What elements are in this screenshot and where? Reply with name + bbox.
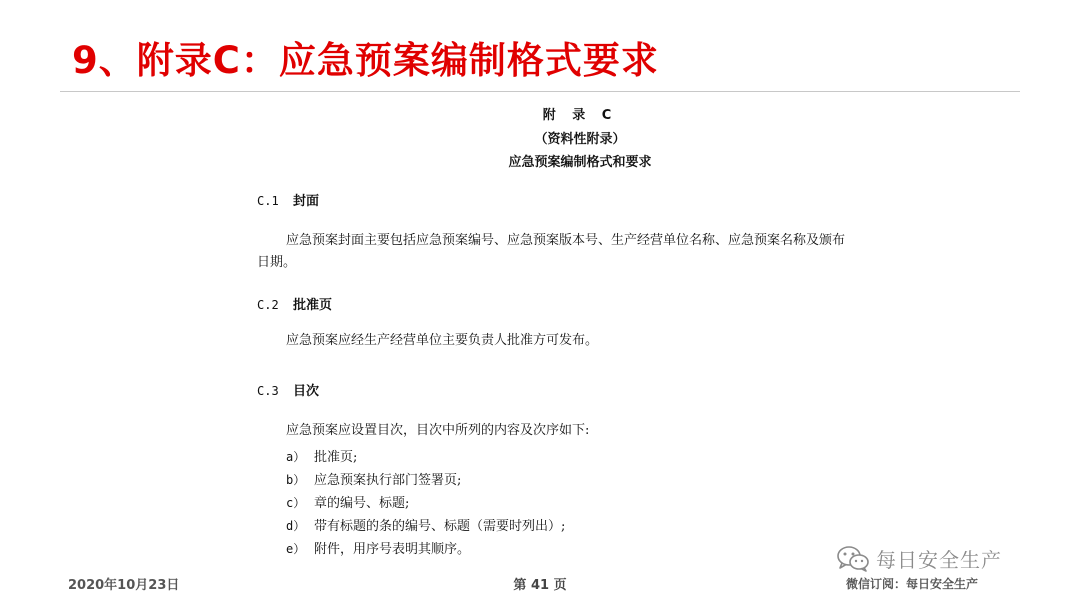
list-marker: d） xyxy=(286,519,306,533)
appendix-label: 附 录 C xyxy=(542,108,618,123)
list-marker: c） xyxy=(286,496,306,510)
list-item-text: 章的编号、标题; xyxy=(314,496,410,511)
list-marker: e） xyxy=(286,542,306,556)
section-heading-c2 xyxy=(257,294,332,313)
section-c1-text-line-2: 日期。 xyxy=(257,255,297,270)
list-item xyxy=(286,446,357,465)
list-item-text: 批准页; xyxy=(314,450,358,465)
appendix-type: （资料性附录） xyxy=(534,132,626,147)
list-item xyxy=(286,515,565,534)
section-label: 目次 xyxy=(293,384,320,399)
section-number: C.1 xyxy=(257,194,279,208)
list-item xyxy=(286,538,470,557)
watermark xyxy=(836,544,1002,573)
list-item-text: 应急预案执行部门签署页; xyxy=(314,473,462,488)
list-item xyxy=(286,492,409,511)
section-c2-text: 应急预案应经生产经营单位主要负责人批准方可发布。 xyxy=(286,333,599,348)
section-c1-text-line-1: 应急预案封面主要包括应急预案编号、应急预案版本号、生产经营单位名称、应急预案名称及颁布 xyxy=(286,233,846,248)
title-divider xyxy=(60,91,1020,92)
section-heading-c1 xyxy=(257,190,319,209)
section-heading-c3 xyxy=(257,380,319,399)
footer-date: 2020年10月23日 xyxy=(68,578,180,593)
wechat-icon xyxy=(836,545,870,573)
section-c3-intro: 应急预案应设置目次，目次中所列的内容及次序如下: xyxy=(286,423,590,438)
watermark-name: 每日安全生产 xyxy=(876,548,1002,572)
list-item-text: 附件，用序号表明其顺序。 xyxy=(314,542,471,557)
watermark-subscription: 微信订阅：每日安全生产 xyxy=(846,577,979,591)
section-number: C.3 xyxy=(257,384,279,398)
list-item-text: 带有标题的条的编号、标题（需要时列出）; xyxy=(314,519,566,534)
list-item xyxy=(286,469,461,488)
list-marker: b） xyxy=(286,473,306,487)
section-label: 封面 xyxy=(293,194,320,209)
slide-title: 9、附录C：应急预案编制格式要求 xyxy=(72,39,659,82)
section-number: C.2 xyxy=(257,298,279,312)
section-label: 批准页 xyxy=(293,298,333,313)
appendix-title: 应急预案编制格式和要求 xyxy=(508,155,652,170)
page-number: 第 41 页 xyxy=(513,578,567,593)
list-marker: a） xyxy=(286,450,306,464)
